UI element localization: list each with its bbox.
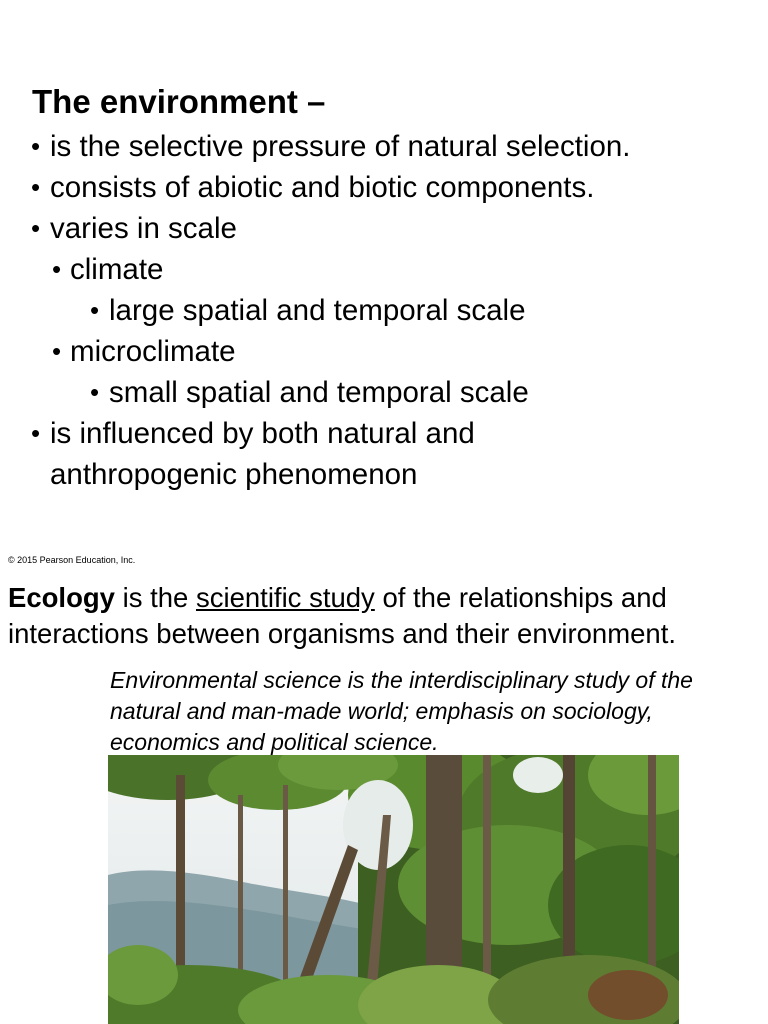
- ecology-definition: [8, 580, 760, 652]
- bullet-text: is the selective pressure of natural selection.: [50, 130, 631, 163]
- bullet-text-continuation: anthropogenic phenomenon: [50, 458, 418, 491]
- definition-text: of the relationships and interactions between organisms and their environment.: [8, 582, 677, 649]
- copyright-notice: © 2015 Pearson Education, Inc.: [8, 555, 136, 565]
- bullet-dot: •: [90, 295, 100, 325]
- bullet-dot: •: [90, 377, 100, 407]
- bullet-dot: •: [31, 418, 41, 448]
- bullet-text: microclimate: [70, 335, 236, 368]
- bullet-item: [0, 413, 768, 495]
- sub-sub-bullet-item: [0, 372, 768, 413]
- environmental-science-note: Environmental science is the interdisciplinary study of the natural and man-made world; emphasis on sociology, economics and political science.: [110, 667, 693, 755]
- bullet-text: climate: [70, 253, 164, 286]
- bullet-list: [0, 126, 768, 495]
- sub-bullet-item: [0, 249, 768, 290]
- bullet-dot: •: [31, 131, 41, 161]
- bullet-dot: •: [52, 254, 62, 284]
- bullet-dot: •: [31, 213, 41, 243]
- slide-title: The environment –: [32, 83, 326, 120]
- bullet-dot: •: [52, 336, 62, 366]
- bullet-item: [0, 126, 768, 167]
- bullet-dot: •: [31, 172, 41, 202]
- bullet-text: varies in scale: [50, 212, 237, 245]
- definition-underlined: scientific study: [195, 582, 375, 613]
- definition-term: Ecology: [8, 582, 115, 613]
- bullet-text: consists of abiotic and biotic components.: [50, 171, 595, 204]
- bullet-text: is influenced by both natural and: [50, 417, 475, 450]
- definition-text: is the: [114, 582, 196, 613]
- bullet-text: large spatial and temporal scale: [109, 294, 526, 327]
- forest-image: [108, 755, 679, 1024]
- sub-sub-bullet-item: [0, 290, 768, 331]
- bullet-item: [0, 208, 768, 249]
- bullet-item: [0, 167, 768, 208]
- bullet-text: small spatial and temporal scale: [109, 376, 529, 409]
- forest-photo: [108, 755, 679, 1024]
- sub-bullet-item: [0, 331, 768, 372]
